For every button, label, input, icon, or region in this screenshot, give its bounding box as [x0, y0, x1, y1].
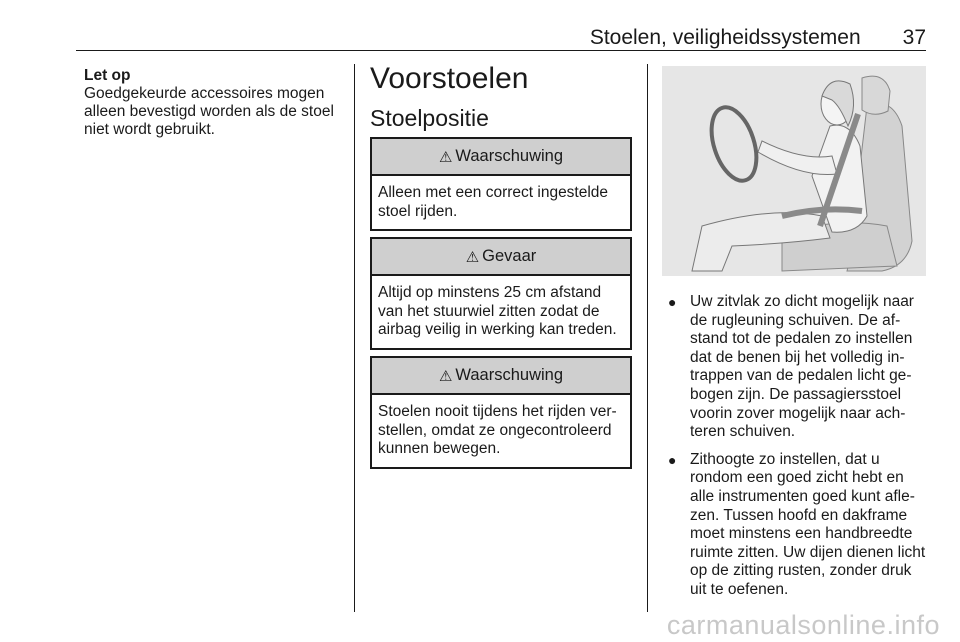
driver-seat-figure — [662, 66, 926, 276]
list-item — [668, 293, 930, 442]
danger-header — [372, 239, 630, 276]
seating-illustration — [662, 66, 926, 276]
danger-box — [370, 237, 632, 350]
list-item-text: Uw zitvlak zo dicht mogelijk naar de rugleuning schuiven. De afstand tot de pedalen zo instellen dat de benen bij het volledig intrappen van de pedalen licht gebogen zijn. De passagiersstoel voorin zover mogelijk naar achteren schuiven. — [690, 293, 914, 441]
warning-header — [372, 139, 630, 176]
page-header — [76, 26, 926, 50]
note-title: Let op — [84, 67, 131, 84]
bullet-icon: ● — [668, 294, 677, 310]
warning-label: Waarschuwing — [455, 147, 564, 165]
instruction-list — [668, 293, 930, 609]
warning-header — [372, 358, 630, 395]
warning-triangle-icon: ⚠ — [438, 148, 453, 166]
danger-label: Gevaar — [482, 247, 537, 265]
list-item — [668, 451, 930, 600]
warning-box — [370, 137, 632, 231]
warning-box — [370, 356, 632, 469]
column-divider-right — [647, 64, 648, 612]
warning-text: Stoelen nooit tijdens het rijden verstellen, omdat ze ongecontroleerd kunnen bewegen. — [378, 403, 617, 457]
page-number: 37 — [902, 26, 926, 49]
note-text: Goedgekeurde accessoires mogen alleen bevestigd worden als de stoel niet wordt gebruikt. — [84, 85, 334, 138]
list-item-text: Zithoogte zo instellen, dat u rondom een goed zicht hebt en alle instrumenten goed kunt aflezen. Tussen hoofd en dakframe moet minstens een handbreedte ruimte zitten. Uw dijen dienen licht op de zitting rusten, zonder druk uit te oefenen. — [690, 450, 926, 598]
column-divider-left — [354, 64, 355, 612]
header-title: Stoelen, veiligheidssystemen — [589, 26, 861, 49]
note-block — [84, 67, 346, 139]
watermark: carmanualsonline.info — [666, 610, 940, 640]
danger-text: Altijd op minstens 25 cm afstand van het stuurwiel zitten zodat de airbag veilig in werking kan treden. — [378, 284, 617, 338]
warning-label: Waarschuwing — [455, 366, 564, 384]
warning-triangle-icon: ⚠ — [465, 248, 480, 266]
section-subtitle: Stoelpositie — [370, 105, 489, 131]
seat-section — [370, 62, 632, 457]
warning-text: Alleen met een correct ingestelde stoel rijden. — [378, 184, 609, 220]
header-rule — [76, 50, 926, 51]
warning-triangle-icon: ⚠ — [438, 367, 453, 385]
section-title: Voorstoelen — [370, 62, 529, 95]
bullet-icon: ● — [668, 451, 677, 468]
